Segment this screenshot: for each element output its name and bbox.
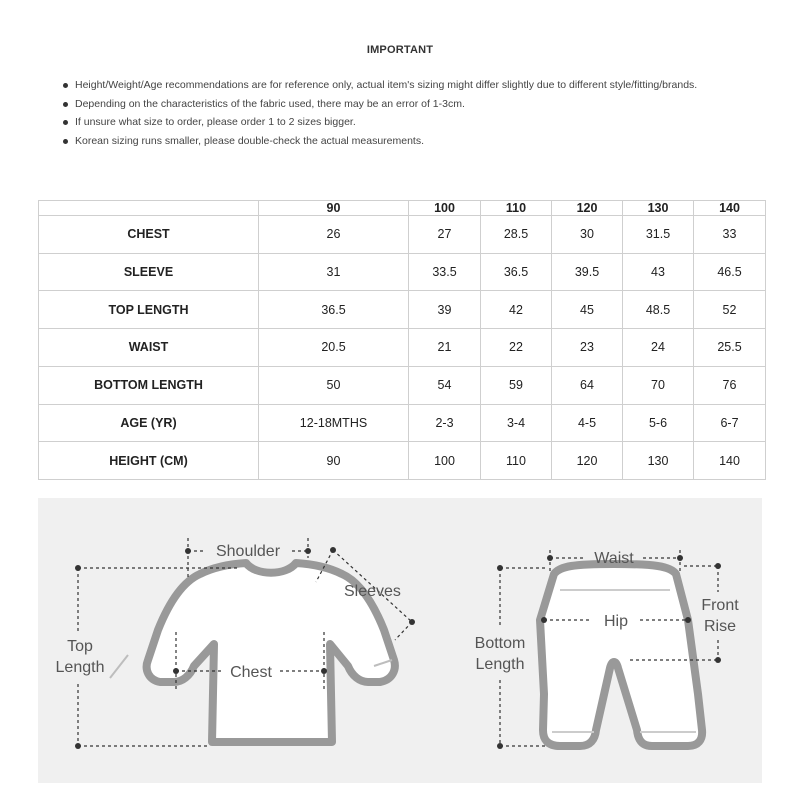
table-cell: 36.5 (481, 253, 552, 291)
table-header-cell: 110 (481, 201, 552, 216)
table-cell: 33.5 (409, 253, 481, 291)
note-item: Korean sizing runs smaller, please double-check the actual measurements. (62, 132, 752, 151)
measure-point (75, 743, 81, 749)
measure-point (541, 617, 547, 623)
waist-label: Waist (594, 550, 634, 567)
sleeves-label: Sleeves (344, 583, 401, 600)
notes-list (62, 76, 752, 150)
table-cell: 39.5 (552, 253, 623, 291)
table-cell: 28.5 (481, 216, 552, 254)
front-rise-label-line2: Rise (703, 618, 737, 635)
measure-point (173, 668, 179, 674)
row-label: AGE (YR) (39, 404, 259, 442)
table-cell: 24 (623, 329, 694, 367)
table-cell: 22 (481, 329, 552, 367)
important-heading: IMPORTANT (366, 44, 434, 56)
table-cell: 100 (409, 442, 481, 480)
measure-point (497, 565, 503, 571)
measure-point (321, 668, 327, 674)
measure-point (75, 565, 81, 571)
table-cell: 12-18MTHS (259, 404, 409, 442)
table-cell: 4-5 (552, 404, 623, 442)
table-cell: 36.5 (259, 291, 409, 329)
note-item: Depending on the characteristics of the fabric used, there may be an error of 1-3cm. (62, 95, 752, 114)
table-row (39, 329, 766, 367)
table-row (39, 404, 766, 442)
table-cell: 130 (623, 442, 694, 480)
table-row (39, 216, 766, 254)
table-cell: 2-3 (409, 404, 481, 442)
measure-point (547, 555, 553, 561)
row-label: HEIGHT (CM) (39, 442, 259, 480)
table-cell: 64 (552, 366, 623, 404)
table-cell: 45 (552, 291, 623, 329)
measure-point (685, 617, 691, 623)
measure-point (715, 563, 721, 569)
table-cell: 21 (409, 329, 481, 367)
shoulder-label: Shoulder (215, 543, 281, 560)
chest-label: Chest (230, 664, 272, 681)
table-row (39, 291, 766, 329)
table-header-cell: 100 (409, 201, 481, 216)
measurement-diagram-panel (38, 498, 762, 783)
table-cell: 140 (694, 442, 766, 480)
measurement-diagram (38, 498, 762, 783)
table-row (39, 442, 766, 480)
size-table (38, 200, 766, 480)
table-cell: 27 (409, 216, 481, 254)
table-cell: 25.5 (694, 329, 766, 367)
table-cell: 3-4 (481, 404, 552, 442)
table-cell: 120 (552, 442, 623, 480)
note-item: Height/Weight/Age recommendations are for reference only, actual item's sizing might differ slightly due to different style/fitting/brands. (62, 76, 752, 95)
measure-point (305, 548, 311, 554)
table-cell: 31 (259, 253, 409, 291)
table-row (39, 366, 766, 404)
top-length-label-line2: Length (55, 659, 105, 676)
bottom-length-label-line2: Length (475, 656, 525, 673)
table-cell: 30 (552, 216, 623, 254)
table-cell: 39 (409, 291, 481, 329)
table-header-cell: 90 (259, 201, 409, 216)
table-cell: 20.5 (259, 329, 409, 367)
table-cell: 46.5 (694, 253, 766, 291)
table-cell: 5-6 (623, 404, 694, 442)
table-header-cell: 120 (552, 201, 623, 216)
table-cell: 70 (623, 366, 694, 404)
row-label: TOP LENGTH (39, 291, 259, 329)
bottom-length-label-line1: Bottom (474, 635, 526, 652)
table-cell: 42 (481, 291, 552, 329)
table-cell: 59 (481, 366, 552, 404)
table-header-cell: 130 (623, 201, 694, 216)
table-cell: 54 (409, 366, 481, 404)
row-label: WAIST (39, 329, 259, 367)
table-cell: 6-7 (694, 404, 766, 442)
table-cell: 110 (481, 442, 552, 480)
row-label: CHEST (39, 216, 259, 254)
measure-point (409, 619, 415, 625)
measure-point (185, 548, 191, 554)
table-cell: 33 (694, 216, 766, 254)
measure-point (715, 657, 721, 663)
table-cell: 50 (259, 366, 409, 404)
bottom-garment-illustration (540, 564, 702, 746)
table-row (39, 253, 766, 291)
table-header-cell: 140 (694, 201, 766, 216)
row-label: SLEEVE (39, 253, 259, 291)
table-cell: 23 (552, 329, 623, 367)
table-cell: 26 (259, 216, 409, 254)
hip-label: Hip (603, 613, 629, 630)
row-label: BOTTOM LENGTH (39, 366, 259, 404)
table-cell: 90 (259, 442, 409, 480)
front-rise-label-line1: Front (701, 597, 739, 614)
table-cell: 76 (694, 366, 766, 404)
note-item: If unsure what size to order, please order 1 to 2 sizes bigger. (62, 113, 752, 132)
top-length-label-line1: Top (67, 638, 93, 655)
measure-point (330, 547, 336, 553)
measure-point (497, 743, 503, 749)
table-cell: 43 (623, 253, 694, 291)
table-header-cell (39, 201, 259, 216)
table-header-row (39, 201, 766, 216)
table-cell: 52 (694, 291, 766, 329)
table-cell: 31.5 (623, 216, 694, 254)
measure-point (677, 555, 683, 561)
table-cell: 48.5 (623, 291, 694, 329)
